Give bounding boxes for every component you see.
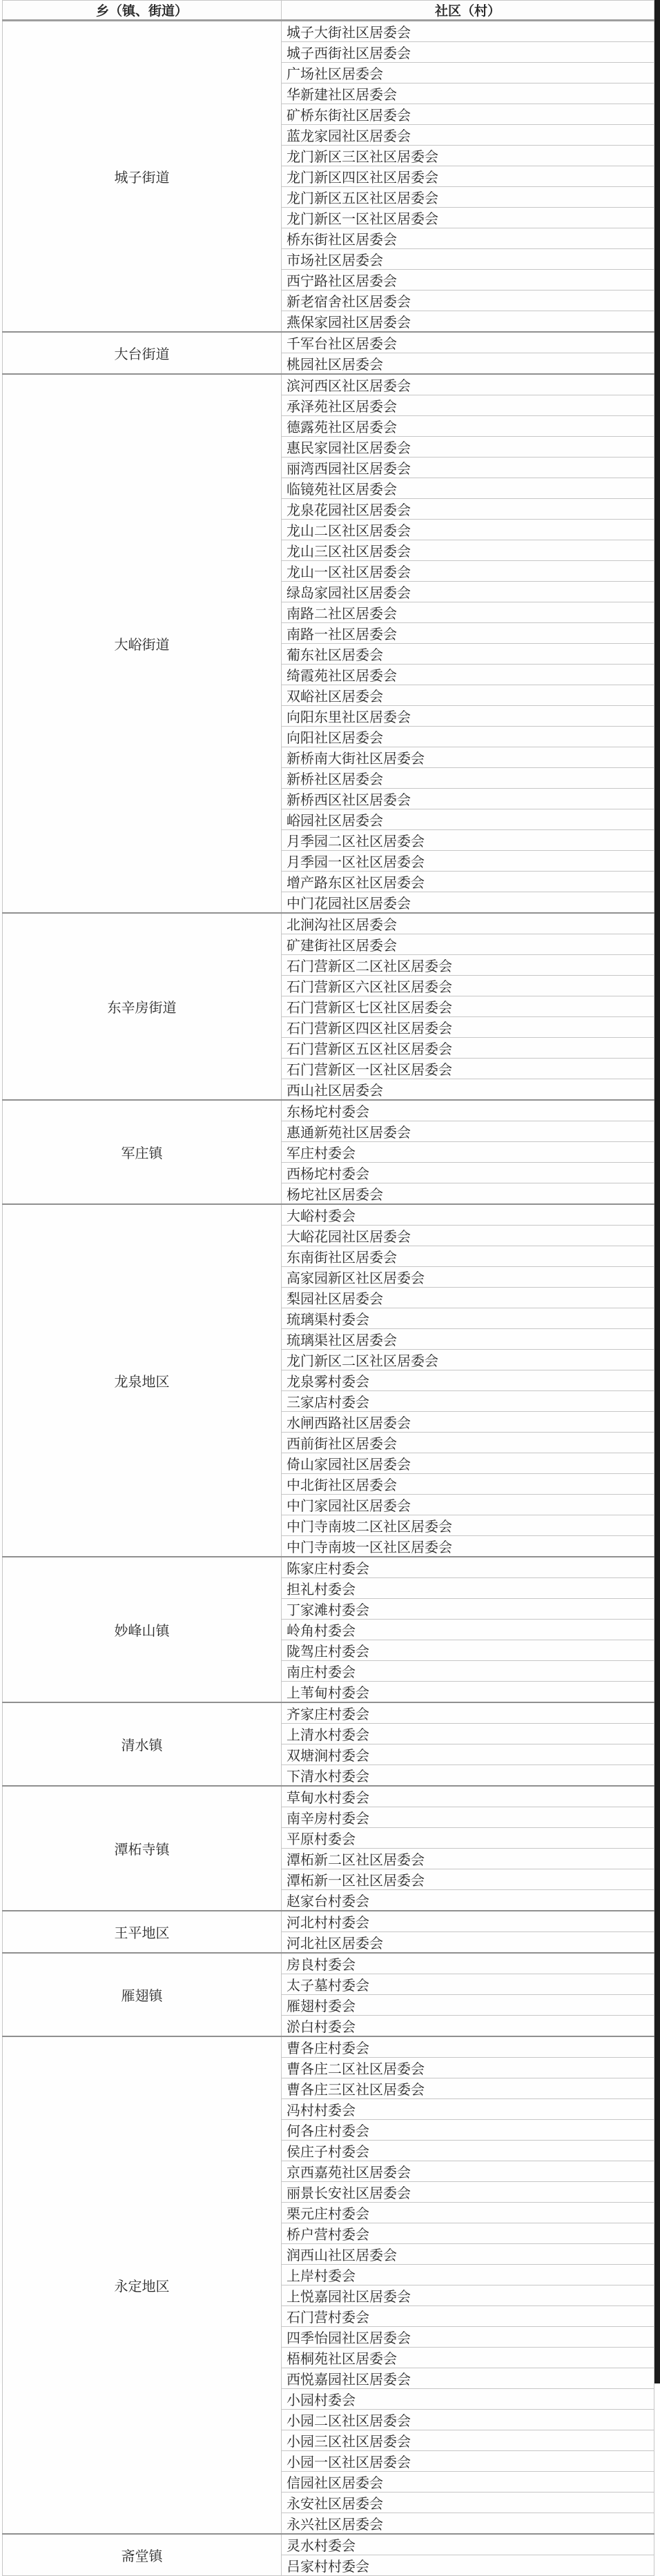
community-cell: 京西嘉苑社区居委会 bbox=[282, 2161, 654, 2182]
community-cell: 赵家台村委会 bbox=[282, 1890, 654, 1911]
community-cell: 东南街社区居委会 bbox=[282, 1246, 654, 1267]
community-cell: 向阳社区居委会 bbox=[282, 727, 654, 747]
table-row bbox=[3, 2534, 654, 2555]
community-cell: 龙泉雾村委会 bbox=[282, 1370, 654, 1391]
table-row bbox=[3, 2036, 654, 2058]
community-cell: 雁翅村委会 bbox=[282, 1995, 654, 2016]
community-cell: 高家园新区社区居委会 bbox=[282, 1267, 654, 1288]
community-cell: 矿桥东街社区居委会 bbox=[282, 104, 654, 125]
table-row bbox=[3, 1786, 654, 1807]
community-cell: 城子大街社区居委会 bbox=[282, 21, 654, 42]
community-cell: 西悦嘉园社区居委会 bbox=[282, 2368, 654, 2389]
table-header bbox=[3, 1, 654, 21]
community-cell: 潭柘新二区社区居委会 bbox=[282, 1849, 654, 1869]
community-cell: 淤白村委会 bbox=[282, 2016, 654, 2037]
community-cell: 小园三区社区居委会 bbox=[282, 2430, 654, 2451]
community-cell: 增产路东区社区居委会 bbox=[282, 872, 654, 892]
township-cell: 妙峰山镇 bbox=[3, 1557, 282, 1702]
table-body bbox=[3, 21, 654, 2576]
community-cell: 永兴社区居委会 bbox=[282, 2513, 654, 2535]
community-cell: 南庄村委会 bbox=[282, 1661, 654, 1682]
community-cell: 琉璃渠社区居委会 bbox=[282, 1329, 654, 1350]
community-cell: 西山社区居委会 bbox=[282, 1079, 654, 1101]
community-cell: 曹各庄村委会 bbox=[282, 2036, 654, 2058]
community-cell: 东杨坨村委会 bbox=[282, 1100, 654, 1121]
community-cell: 平原村委会 bbox=[282, 1828, 654, 1849]
community-cell: 桥户营村委会 bbox=[282, 2223, 654, 2244]
community-cell: 永安社区居委会 bbox=[282, 2493, 654, 2513]
community-cell: 吕家村村委会 bbox=[282, 2555, 654, 2576]
township-cell: 王平地区 bbox=[3, 1911, 282, 1953]
table-row bbox=[3, 1100, 654, 1121]
community-cell: 曹各庄二区社区居委会 bbox=[282, 2058, 654, 2078]
community-cell: 绮霞苑社区居委会 bbox=[282, 665, 654, 685]
community-cell: 琉璃渠村委会 bbox=[282, 1308, 654, 1329]
community-cell: 中门寺南坡二区社区居委会 bbox=[282, 1515, 654, 1536]
community-cell: 龙山三区社区居委会 bbox=[282, 540, 654, 561]
community-cell: 杨坨社区居委会 bbox=[282, 1183, 654, 1205]
community-cell: 信园社区居委会 bbox=[282, 2472, 654, 2493]
header-township: 乡（镇、街道） bbox=[3, 1, 282, 21]
community-cell: 中门花园社区居委会 bbox=[282, 892, 654, 914]
community-cell: 西杨坨村委会 bbox=[282, 1163, 654, 1183]
community-cell: 小园一区社区居委会 bbox=[282, 2451, 654, 2472]
community-cell: 上苇甸村委会 bbox=[282, 1682, 654, 1703]
township-cell: 大峪街道 bbox=[3, 374, 282, 913]
community-cell: 南路二社区居委会 bbox=[282, 602, 654, 623]
community-cell: 西宁路社区居委会 bbox=[282, 270, 654, 291]
township-cell: 军庄镇 bbox=[3, 1100, 282, 1204]
community-cell: 大峪花园社区居委会 bbox=[282, 1226, 654, 1246]
community-cell: 润西山社区居委会 bbox=[282, 2244, 654, 2265]
table-row bbox=[3, 1953, 654, 1974]
township-cell: 潭柘寺镇 bbox=[3, 1786, 282, 1911]
table-row bbox=[3, 913, 654, 934]
community-cell: 石门营村委会 bbox=[282, 2306, 654, 2327]
community-cell: 小园二区社区居委会 bbox=[282, 2410, 654, 2430]
township-cell: 城子街道 bbox=[3, 21, 282, 333]
community-cell: 西前街社区居委会 bbox=[282, 1433, 654, 1453]
community-cell: 河北村村委会 bbox=[282, 1911, 654, 1932]
community-cell: 城子西街社区居委会 bbox=[282, 42, 654, 63]
community-cell: 月季园一区社区居委会 bbox=[282, 851, 654, 872]
community-cell: 上岸村委会 bbox=[282, 2265, 654, 2285]
community-cell: 蓝龙家园社区居委会 bbox=[282, 125, 654, 146]
table-row bbox=[3, 1204, 654, 1226]
community-cell: 市场社区居委会 bbox=[282, 249, 654, 270]
community-cell: 北涧沟社区居委会 bbox=[282, 913, 654, 934]
community-cell: 灵水村委会 bbox=[282, 2534, 654, 2555]
community-cell: 惠民家园社区居委会 bbox=[282, 437, 654, 458]
community-cell: 担礼村委会 bbox=[282, 1578, 654, 1599]
community-cell: 上悦嘉园社区居委会 bbox=[282, 2285, 654, 2306]
screen-right-edge bbox=[654, 0, 660, 2383]
community-cell: 南路一社区居委会 bbox=[282, 623, 654, 644]
community-cell: 石门营新区二区社区居委会 bbox=[282, 955, 654, 976]
community-cell: 曹各庄三区社区居委会 bbox=[282, 2078, 654, 2099]
community-cell: 梧桐苑社区居委会 bbox=[282, 2348, 654, 2368]
community-cell: 新桥西区社区居委会 bbox=[282, 789, 654, 809]
community-cell: 陇驾庄村委会 bbox=[282, 1640, 654, 1661]
community-cell: 中门寺南坡一区社区居委会 bbox=[282, 1536, 654, 1557]
community-cell: 龙泉花园社区居委会 bbox=[282, 499, 654, 520]
community-cell: 新老宿舍社区居委会 bbox=[282, 291, 654, 311]
community-cell: 丽景长安社区居委会 bbox=[282, 2182, 654, 2203]
township-cell: 斋堂镇 bbox=[3, 2534, 282, 2576]
community-cell: 丽湾西园社区居委会 bbox=[282, 458, 654, 478]
community-cell: 四季怡园社区居委会 bbox=[282, 2327, 654, 2348]
community-cell: 石门营新区四区社区居委会 bbox=[282, 1017, 654, 1038]
community-cell: 葡东社区居委会 bbox=[282, 644, 654, 665]
community-cell: 矿建街社区居委会 bbox=[282, 934, 654, 955]
community-cell: 三家店村委会 bbox=[282, 1391, 654, 1412]
community-cell: 龙门新区二区社区居委会 bbox=[282, 1350, 654, 1370]
community-cell: 南辛房村委会 bbox=[282, 1807, 654, 1828]
community-cell: 军庄村委会 bbox=[282, 1142, 654, 1163]
table-row bbox=[3, 332, 654, 353]
community-cell: 临镜苑社区居委会 bbox=[282, 478, 654, 499]
community-cell: 龙门新区五区社区居委会 bbox=[282, 187, 654, 208]
community-cell: 何各庄村委会 bbox=[282, 2120, 654, 2141]
community-cell: 侯庄子村委会 bbox=[282, 2141, 654, 2161]
community-cell: 倚山家园社区居委会 bbox=[282, 1453, 654, 1474]
community-cell: 水闸西路社区居委会 bbox=[282, 1412, 654, 1433]
township-cell: 大台街道 bbox=[3, 332, 282, 374]
community-cell: 栗元庄村委会 bbox=[282, 2203, 654, 2223]
community-cell: 房良村委会 bbox=[282, 1953, 654, 1974]
community-cell: 潭柘新一区社区居委会 bbox=[282, 1869, 654, 1890]
community-cell: 梨园社区居委会 bbox=[282, 1288, 654, 1308]
community-cell: 下清水村委会 bbox=[282, 1765, 654, 1787]
community-cell: 德露苑社区居委会 bbox=[282, 416, 654, 437]
header-row bbox=[3, 1, 654, 21]
community-cell: 新桥社区居委会 bbox=[282, 768, 654, 789]
community-cell: 岭角村委会 bbox=[282, 1620, 654, 1640]
community-cell: 龙门新区四区社区居委会 bbox=[282, 166, 654, 187]
table-row bbox=[3, 374, 654, 395]
table-row bbox=[3, 1911, 654, 1932]
community-cell: 龙山一区社区居委会 bbox=[282, 561, 654, 582]
community-cell: 峪园社区居委会 bbox=[282, 809, 654, 830]
community-cell: 龙门新区三区社区居委会 bbox=[282, 146, 654, 166]
community-cell: 华新建社区居委会 bbox=[282, 83, 654, 104]
community-cell: 上清水村委会 bbox=[282, 1724, 654, 1744]
community-cell: 广场社区居委会 bbox=[282, 63, 654, 83]
community-cell: 绿岛家园社区居委会 bbox=[282, 582, 654, 602]
community-cell: 双塘涧村委会 bbox=[282, 1744, 654, 1765]
community-cell: 双峪社区居委会 bbox=[282, 685, 654, 706]
community-cell: 向阳东里社区居委会 bbox=[282, 706, 654, 727]
community-cell: 石门营新区六区社区居委会 bbox=[282, 976, 654, 996]
community-cell: 丁家滩村委会 bbox=[282, 1599, 654, 1620]
township-cell: 龙泉地区 bbox=[3, 1204, 282, 1557]
community-cell: 大峪村委会 bbox=[282, 1204, 654, 1226]
community-cell: 石门营新区一区社区居委会 bbox=[282, 1059, 654, 1079]
community-cell: 新桥南大街社区居委会 bbox=[282, 747, 654, 768]
community-cell: 滨河西区社区居委会 bbox=[282, 374, 654, 395]
community-cell: 河北社区居委会 bbox=[282, 1932, 654, 1954]
township-cell: 永定地区 bbox=[3, 2036, 282, 2534]
table-row bbox=[3, 21, 654, 42]
township-cell: 清水镇 bbox=[3, 1702, 282, 1786]
community-cell: 承泽苑社区居委会 bbox=[282, 395, 654, 416]
community-cell: 惠通新苑社区居委会 bbox=[282, 1121, 654, 1142]
community-cell: 草甸水村委会 bbox=[282, 1786, 654, 1807]
table-row bbox=[3, 1557, 654, 1578]
community-cell: 中北街社区居委会 bbox=[282, 1474, 654, 1495]
community-cell: 月季园二区社区居委会 bbox=[282, 830, 654, 851]
community-cell: 小园村委会 bbox=[282, 2389, 654, 2410]
community-cell: 冯村村委会 bbox=[282, 2099, 654, 2120]
community-cell: 陈家庄村委会 bbox=[282, 1557, 654, 1578]
community-cell: 太子墓村委会 bbox=[282, 1974, 654, 1995]
community-cell: 龙门新区一区社区居委会 bbox=[282, 208, 654, 228]
header-community: 社区（村） bbox=[282, 1, 654, 21]
community-cell: 龙山二区社区居委会 bbox=[282, 520, 654, 540]
community-cell: 中门家园社区居委会 bbox=[282, 1495, 654, 1515]
community-cell: 千军台社区居委会 bbox=[282, 332, 654, 353]
communities-table bbox=[2, 0, 654, 2576]
table-row bbox=[3, 1702, 654, 1724]
community-cell: 齐家庄村委会 bbox=[282, 1702, 654, 1724]
community-cell: 燕保家园社区居委会 bbox=[282, 311, 654, 333]
community-cell: 石门营新区七区社区居委会 bbox=[282, 996, 654, 1017]
community-cell: 桃园社区居委会 bbox=[282, 353, 654, 375]
township-cell: 雁翅镇 bbox=[3, 1953, 282, 2036]
community-cell: 桥东街社区居委会 bbox=[282, 228, 654, 249]
township-cell: 东辛房街道 bbox=[3, 913, 282, 1100]
community-cell: 石门营新区五区社区居委会 bbox=[282, 1038, 654, 1059]
